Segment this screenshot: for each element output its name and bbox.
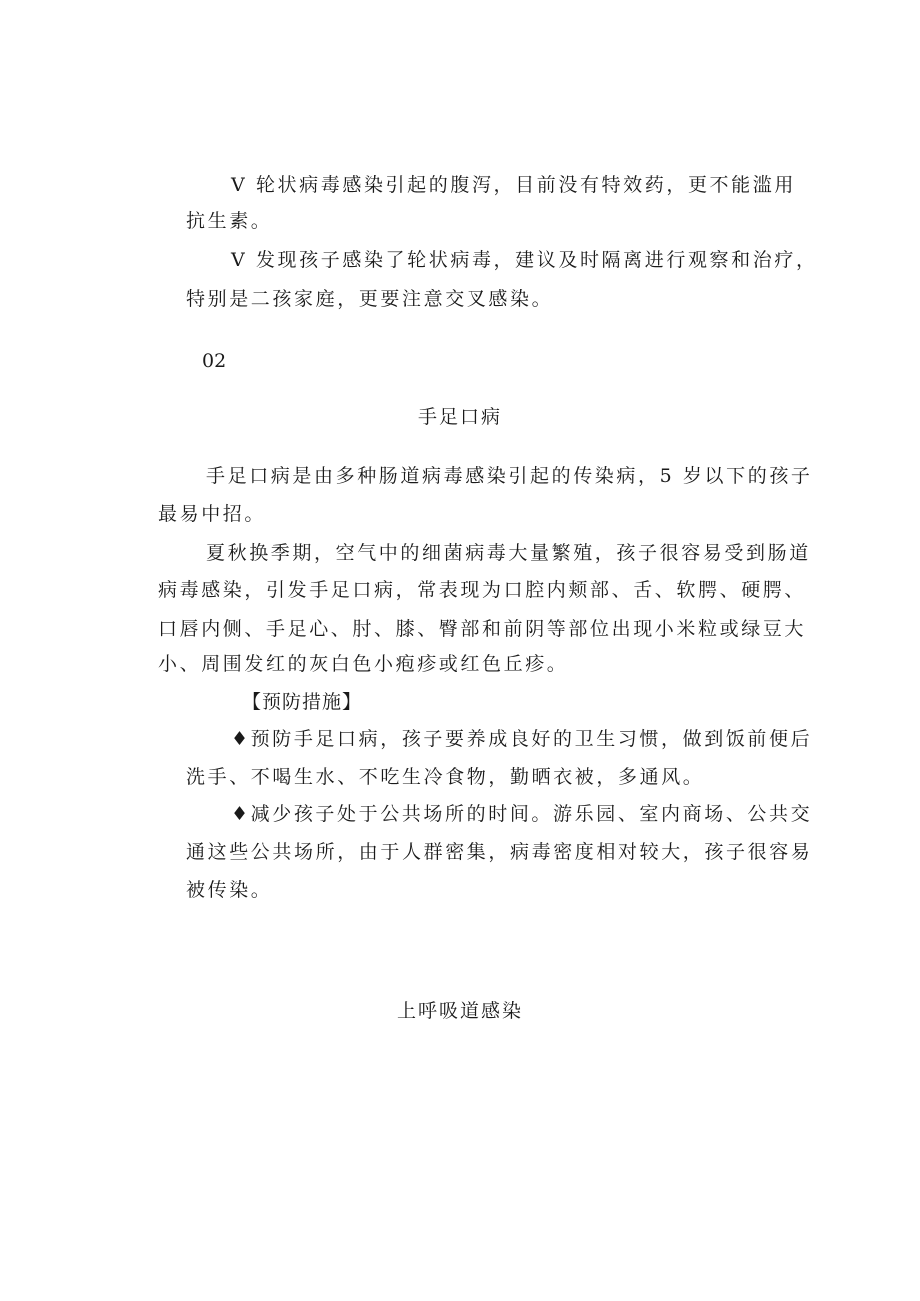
- section-title-upper-respiratory: 上呼吸道感染: [396, 1000, 523, 1022]
- section-title-hand-foot-mouth: 手足口病: [417, 406, 502, 428]
- bullet2-line2: 特别是二孩家庭，更要注意交叉感染。: [186, 288, 554, 310]
- para2-line1: 夏秋换季期，空气中的细菌病毒大量繁殖，孩子很容易受到肠道: [206, 542, 811, 564]
- para1-line1: 手足口病是由多种肠道病毒感染引起的传染病，5 岁以下的孩子: [206, 465, 813, 487]
- bullet2-line1: V 发现孩子感染了轮状病毒，建议及时隔离进行观察和治疗，: [231, 249, 818, 271]
- section-number: 02: [202, 350, 227, 372]
- tip2-line3: 被传染。: [186, 879, 273, 901]
- bullet1-line1: V 轮状病毒感染引起的腹泻，目前没有特效药，更不能滥用: [231, 174, 796, 196]
- tip1-line1: ♦预防手足口病，孩子要养成良好的卫生习惯，做到饭前便后: [231, 728, 813, 750]
- tip2-line1: ♦减少孩子处于公共场所的时间。游乐园、室内商场、公共交: [231, 803, 813, 825]
- para2-line4: 小、周围发红的灰白色小疱疹或红色丘疹。: [158, 653, 569, 675]
- tip2-line2: 通这些公共场所，由于人群密集，病毒密度相对较大，孩子很容易: [186, 841, 813, 863]
- tip1-line2: 洗手、不喝生水、不吃生冷食物，勤晒衣被，多通风。: [186, 766, 705, 788]
- prevention-heading: 【预防措施】: [242, 691, 363, 713]
- para2-line3: 口唇内侧、手足心、肘、膝、臀部和前阴等部位出现小米粒或绿豆大: [158, 618, 807, 640]
- para2-line2: 病毒感染，引发手足口病，常表现为口腔内颊部、舌、软腭、硬腭、: [158, 579, 807, 601]
- bullet1-line2: 抗生素。: [186, 210, 273, 232]
- para1-line2: 最易中招。: [158, 503, 267, 525]
